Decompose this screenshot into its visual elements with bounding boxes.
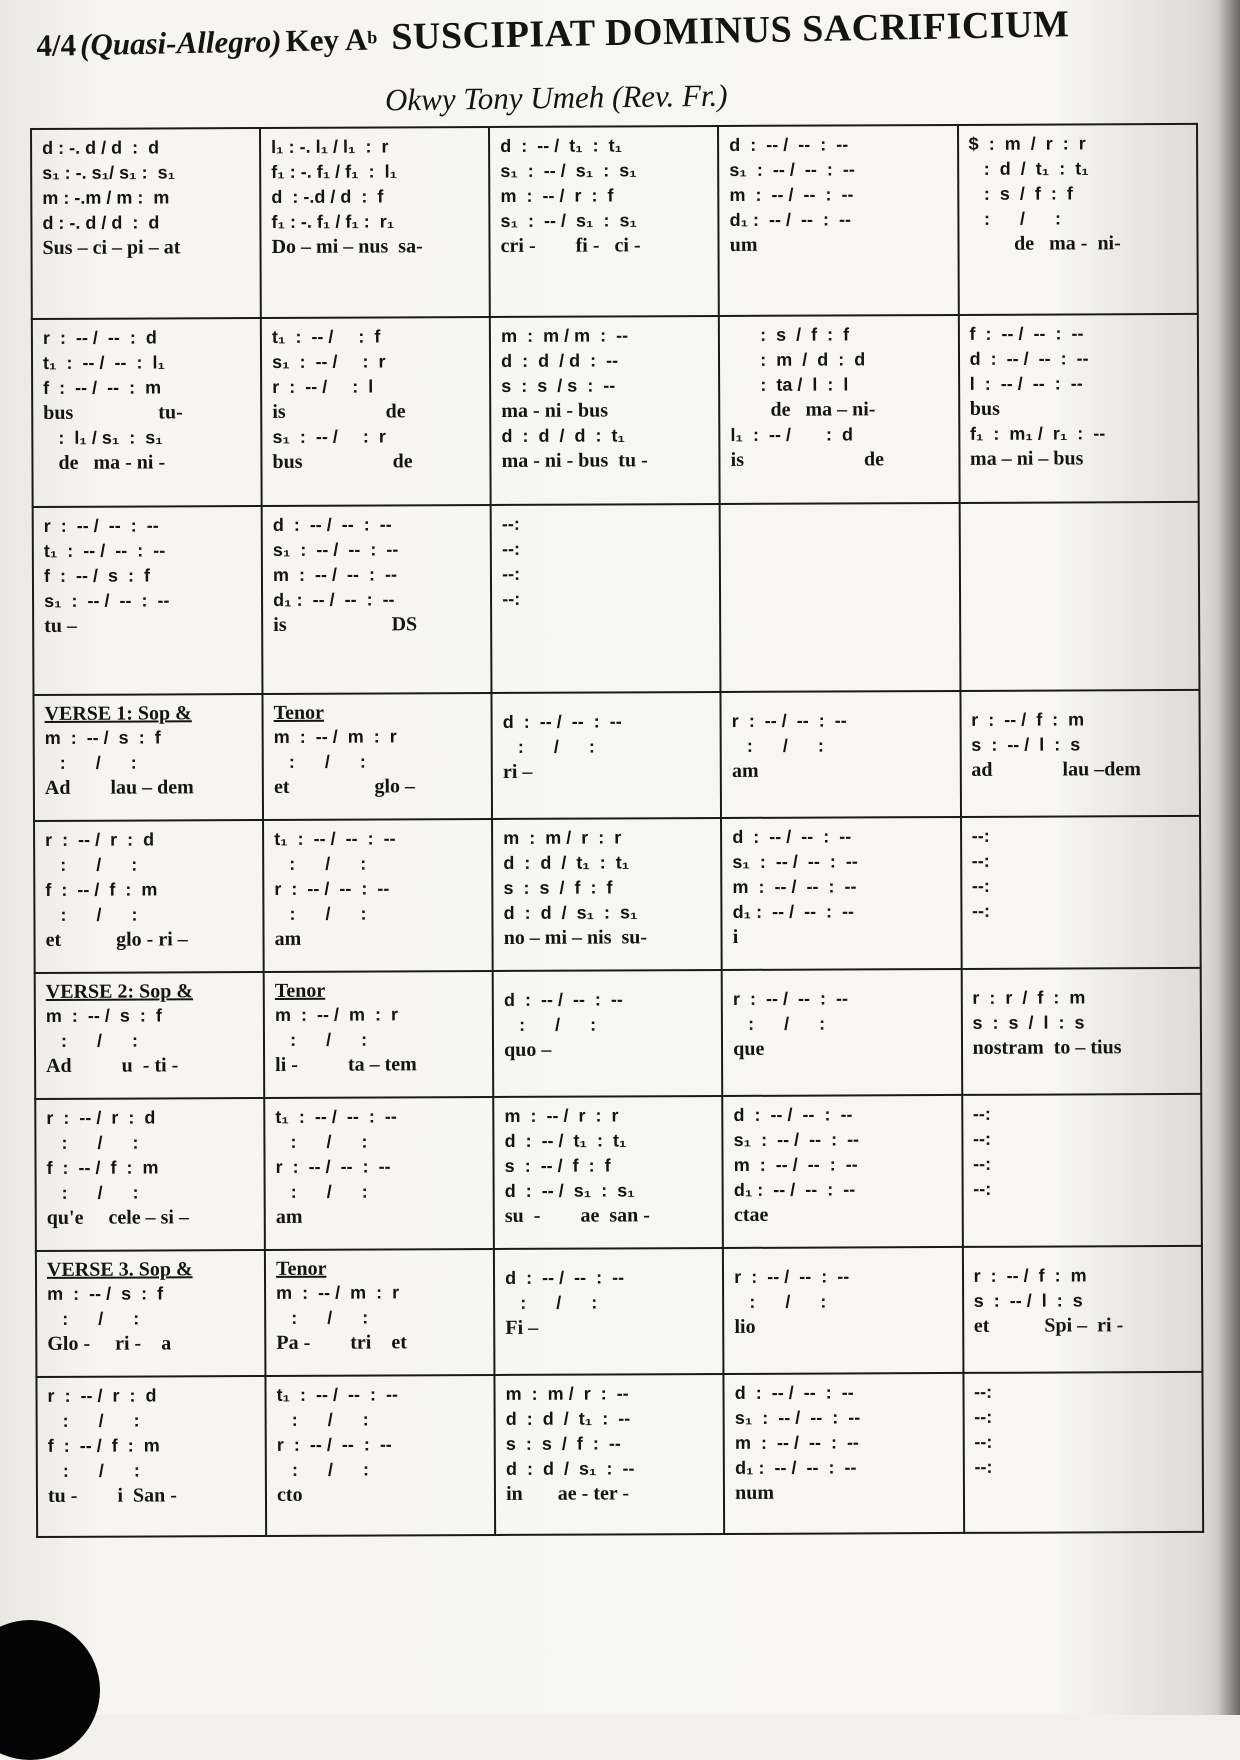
solfa-line: f : -- / s : f <box>43 565 150 586</box>
score-cell <box>489 126 719 317</box>
solfa-line: : / : <box>276 1459 369 1480</box>
score-cell <box>962 1246 1202 1373</box>
solfa-line: : / : <box>273 751 366 772</box>
solfa-line: --: <box>974 1456 993 1477</box>
solfa-line: d : -- / -- : -- <box>734 1382 854 1403</box>
solfa-line: m : -- / s : f <box>45 1005 162 1026</box>
score-cell <box>724 1373 964 1534</box>
solfa-line: d : -- / -- : -- <box>505 1267 625 1288</box>
solfa-line: s₁ : -- / -- : -- <box>729 159 855 180</box>
solfa-line: d : -- / s₁ : s₁ <box>504 1180 635 1201</box>
solfa-line: d : -- / -- : -- <box>733 1104 853 1125</box>
solfa-line: : / : <box>275 1131 368 1152</box>
lyric-line: et glo - ri – <box>45 928 188 951</box>
score-cell <box>958 314 1198 503</box>
finger-shadow <box>0 1620 100 1760</box>
score-cell <box>960 690 1200 817</box>
solfa-line: : / : <box>45 1030 139 1051</box>
solfa-line: d : d / d : t₁ <box>501 425 625 446</box>
score-cell <box>719 315 959 504</box>
solfa-line: d : -- / t₁ : t₁ <box>500 135 623 156</box>
solfa-line: s₁ : -- / -- : -- <box>272 539 399 560</box>
lyric-line: bus <box>969 397 1000 420</box>
score-cell <box>262 505 492 694</box>
solfa-line: s₁ : -- / : r <box>272 351 386 372</box>
solfa-line: : / : <box>968 208 1062 229</box>
score-row <box>36 1246 1203 1377</box>
solfa-line: d : d / s₁ : -- <box>505 1458 635 1479</box>
solfa-line: : / : <box>275 1181 368 1202</box>
score-cell <box>36 1376 266 1537</box>
score-cell <box>36 1250 266 1377</box>
lyric-line: is de <box>730 448 885 471</box>
solfa-line: s₁ : -- / -- : -- <box>733 1129 860 1150</box>
score-cell <box>264 971 494 1098</box>
lyric-line: Do – mi – nus sa- <box>271 235 423 258</box>
score-row <box>33 690 1200 821</box>
lyric-line: no – mi – nis su- <box>503 926 648 949</box>
solfa-line: --: <box>971 900 991 921</box>
score-row <box>34 816 1201 973</box>
solfa-line: : / : <box>733 1013 826 1034</box>
solfa-line: f₁ : -. f₁ / f₁ : l₁ <box>271 161 398 182</box>
score-cell <box>493 970 723 1097</box>
solfa-line: d : -. d / d : d <box>42 137 160 158</box>
solfa-line: : m / d : d <box>730 349 866 370</box>
score-cell <box>961 968 1201 1095</box>
lyric-line: nostram to – tius <box>972 1036 1122 1059</box>
solfa-line: m : m / r : -- <box>505 1383 629 1404</box>
score-row <box>31 124 1198 319</box>
solfa-line: s₁ : -- / s₁ : s₁ <box>500 210 637 231</box>
lyric-line: cto <box>276 1483 303 1506</box>
solfa-line: : / : <box>734 1291 827 1312</box>
solfa-line: : s / f : f <box>968 183 1073 204</box>
solfa-line: d : -.d / d : f <box>271 186 384 207</box>
score-cell <box>963 1372 1203 1533</box>
lyric-line: de ma - ni- <box>969 232 1121 255</box>
solfa-line: r : -- / r : d <box>46 1107 156 1128</box>
meter-label: 4/4 <box>36 27 77 63</box>
score-row <box>35 968 1202 1099</box>
solfa-line: --: <box>971 825 990 846</box>
solfa-line: s : -- / f : f <box>504 1155 611 1176</box>
verse-heading: VERSE 1: Sop & <box>44 702 192 725</box>
solfa-line: r : -- / -- : -- <box>275 1156 391 1177</box>
solfa-line: : / : <box>47 1308 140 1329</box>
score-cell <box>35 1098 265 1251</box>
score-cell <box>494 1248 724 1375</box>
score-cell <box>718 125 958 316</box>
lyric-line: qu'e cele – si – <box>46 1206 190 1229</box>
solfa-line: : / : <box>502 736 595 757</box>
lyric-line: in ae - ter - <box>506 1482 630 1505</box>
solfa-line: f₁ : -. f₁ / f₁ : r₁ <box>271 211 395 232</box>
solfa-line: d : d / d : -- <box>501 350 619 371</box>
lyric-line: um <box>729 233 758 256</box>
lyric-line: is DS <box>273 613 418 636</box>
solfa-line: f : -- / f : m <box>45 879 158 900</box>
solfa-line: d : -. d / d : d <box>42 212 160 233</box>
lyric-line: Fi – <box>505 1316 539 1339</box>
solfa-line: l₁ : -. l₁ / l₁ : r <box>271 136 389 157</box>
solfa-line: s : s / f : -- <box>505 1433 621 1454</box>
solfa-line: : / : <box>276 1307 369 1328</box>
solfa-line: --: <box>973 1153 992 1174</box>
score-cell <box>490 316 720 505</box>
solfa-line: : / : <box>47 1410 140 1431</box>
solfa-line: : s / f : f <box>730 324 850 345</box>
solfa-line: --: <box>974 1431 993 1452</box>
solfa-line: m : -.m / m : m <box>42 187 170 208</box>
score-cell <box>491 504 721 693</box>
title-line <box>36 0 1217 66</box>
solfa-line: : / : <box>503 1014 597 1035</box>
lyric-line: Ad u - ti - <box>46 1054 179 1077</box>
solfa-line: s₁ : -- / -- : -- <box>44 590 170 611</box>
lyric-line: bus tu- <box>43 401 183 424</box>
solfa-line: m : -- / r : f <box>500 185 614 206</box>
lyric-line: bus de <box>272 450 413 473</box>
lyric-line: ctae <box>733 1203 769 1226</box>
solfa-line: : / : <box>731 735 824 756</box>
solfa-line: l₁ : -- / : d <box>730 424 854 445</box>
solfa-line: r : -- / f : m <box>973 1265 1087 1286</box>
solfa-line: d : d / t₁ : t₁ <box>503 852 630 873</box>
solfa-line: t₁ : -- / -- : -- <box>275 1106 397 1127</box>
solfa-line: : / : <box>46 1132 139 1153</box>
lyric-line: Pa - tri et <box>276 1331 407 1354</box>
solfa-line: : / : <box>45 904 138 925</box>
lyric-line: am <box>274 927 302 950</box>
solfa-line: m : m / r : r <box>503 827 622 848</box>
solfa-line: s : -- / l : s <box>973 1290 1083 1311</box>
solfa-line: --: <box>974 1381 993 1402</box>
score-cell <box>492 692 722 819</box>
solfa-line: s : s / f : f <box>503 877 613 898</box>
solfa-line: m : -- / -- : -- <box>733 1154 858 1175</box>
solfa-line: m : -- / -- : -- <box>272 564 398 585</box>
solfa-line: : / : <box>505 1292 598 1313</box>
solfa-line: d : -- / -- : -- <box>503 989 623 1010</box>
verse-heading: VERSE 2: Sop & <box>45 980 194 1003</box>
solfa-line: f : -- / -- : m <box>43 377 162 398</box>
solfa-line: r : -- / -- : -- <box>274 878 390 899</box>
solfa-line: : / : <box>46 1182 139 1203</box>
lyric-line: tu - i San - <box>47 1484 177 1507</box>
solfa-line: m : -- / m : r <box>274 1004 398 1025</box>
verse-tenor-heading: Tenor <box>275 1257 327 1280</box>
score-cell <box>722 1095 962 1248</box>
tonic-solfa-score <box>30 123 1204 1538</box>
solfa-line: s : -- / l : s <box>971 734 1081 755</box>
solfa-line: m : -- / s : f <box>47 1283 164 1304</box>
solfa-line: d₁ : -- / -- : -- <box>733 1179 856 1200</box>
solfa-line: --: <box>501 513 520 534</box>
score-cell <box>722 969 962 1096</box>
solfa-line: t₁ : -- / : f <box>271 326 381 347</box>
solfa-line: t₁ : -- / -- : l₁ <box>42 352 165 373</box>
verse-heading: VERSE 3. Sop & <box>46 1258 193 1281</box>
solfa-line: m : -- / -- : -- <box>734 1432 859 1453</box>
solfa-line: s₁ : -- / -- : -- <box>732 851 858 872</box>
score-cell <box>493 1096 723 1249</box>
composer: Okwy Tony Umeh (Rev. Fr.) <box>384 77 728 118</box>
lyric-line: num <box>735 1481 775 1504</box>
score-cell <box>495 1374 725 1535</box>
solfa-line: r : -- / -- : -- <box>276 1434 392 1455</box>
score-cell <box>33 694 263 821</box>
solfa-line: --: <box>972 1128 992 1149</box>
solfa-line: m : -- / m : r <box>273 726 397 747</box>
solfa-line: --: <box>502 563 521 584</box>
score-cell <box>959 502 1199 691</box>
lyric-line: ad lau –dem <box>971 758 1141 781</box>
solfa-line: $ : m / r : r <box>968 133 1086 154</box>
solfa-line: m : -- / m : r <box>276 1282 400 1303</box>
score-cell <box>723 1247 963 1374</box>
solfa-line: t₁ : -- / -- : -- <box>274 828 396 849</box>
solfa-line: d : -- / -- : -- <box>502 711 622 732</box>
score-cell <box>260 127 490 318</box>
solfa-line: d₁ : -- / -- : -- <box>729 209 852 230</box>
solfa-line: : / : <box>274 903 367 924</box>
score-cell <box>34 820 264 973</box>
solfa-line: s₁ : -- / -- : -- <box>734 1407 861 1428</box>
solfa-line: m : m / m : -- <box>500 325 629 346</box>
solfa-line: d : -- / t₁ : t₁ <box>504 1130 627 1151</box>
solfa-line: d : -- / -- : -- <box>969 348 1089 369</box>
key-accidental: b <box>367 27 378 48</box>
solfa-line: --: <box>973 1178 992 1199</box>
solfa-line: d : -- / -- : -- <box>732 826 852 847</box>
solfa-line: : d / t₁ : t₁ <box>968 158 1089 179</box>
solfa-line: s : s / l : s <box>972 1012 1085 1033</box>
solfa-line: r : -- / -- : d <box>42 327 157 348</box>
solfa-line: --: <box>971 850 990 871</box>
lyric-line: et Spi – ri - <box>973 1314 1124 1337</box>
lyric-line: ri – <box>502 760 533 783</box>
score-cell <box>721 691 961 818</box>
solfa-line: s₁ : -- / s₁ : s₁ <box>500 160 637 181</box>
solfa-line: : / : <box>44 752 137 773</box>
lyric-line: i <box>732 925 739 948</box>
score-cell <box>492 818 722 971</box>
solfa-line: m : -- / -- : -- <box>729 184 854 205</box>
score-row <box>36 1372 1203 1537</box>
solfa-line: f : -- / f : m <box>46 1157 159 1178</box>
solfa-line: r : -- / r : d <box>45 829 155 850</box>
lyric-line: ma - ni - bus tu - <box>501 449 648 472</box>
score-cell <box>265 1249 495 1376</box>
score-cell <box>264 1097 494 1250</box>
key-label: Key A <box>285 21 368 59</box>
lyric-line: am <box>731 759 759 782</box>
song-title: SUSCIPIAT DOMINUS SACRIFICIUM <box>390 3 1070 59</box>
tempo-label: (Quasi-Allegro) <box>79 23 282 63</box>
solfa-line: : / : <box>275 1029 368 1050</box>
solfa-line: d₁ : -- / -- : -- <box>734 1457 857 1478</box>
solfa-line: d₁ : -- / -- : -- <box>732 901 855 922</box>
lyric-line: de ma - ni - <box>43 451 166 474</box>
lyric-line: cri - fi - ci - <box>500 234 641 257</box>
solfa-line: --: <box>971 875 990 896</box>
solfa-line: r : -- / -- : -- <box>732 988 849 1009</box>
solfa-line: r : r / f : m <box>972 987 1086 1008</box>
verse-tenor-heading: Tenor <box>273 701 325 724</box>
score-row <box>33 502 1200 695</box>
solfa-line: f : -- / -- : -- <box>969 323 1084 344</box>
solfa-line: : ta / l : l <box>730 374 849 395</box>
solfa-line: t₁ : -- / -- : -- <box>43 540 166 561</box>
solfa-line: : / : <box>276 1409 369 1430</box>
lyric-line: am <box>275 1205 303 1228</box>
solfa-line: s₁ : -- / : r <box>272 426 386 447</box>
solfa-line: --: <box>502 588 521 609</box>
lyric-line: Ad lau – dem <box>44 776 194 799</box>
solfa-line: f₁ : m₁ / r₁ : -- <box>969 423 1106 444</box>
lyric-line: Sus – ci – pi – at <box>42 236 181 259</box>
score-cell <box>721 817 961 970</box>
solfa-line: d : d / t₁ : -- <box>505 1408 631 1429</box>
score-cell <box>266 1375 496 1536</box>
score-cell <box>33 506 263 695</box>
verse-tenor-heading: Tenor <box>274 979 326 1002</box>
solfa-line: : / : <box>47 1460 140 1481</box>
solfa-line: r : -- / -- : -- <box>734 1266 850 1287</box>
lyric-line: Glo - ri - a <box>47 1332 172 1355</box>
solfa-line: m : -- / s : f <box>44 727 161 748</box>
solfa-line: s₁ : -. s₁/ s₁ : s₁ <box>42 162 176 183</box>
solfa-line: d : d / s₁ : s₁ <box>503 902 638 923</box>
score-cell <box>32 318 262 507</box>
score-row <box>32 314 1199 507</box>
score-cell <box>263 693 493 820</box>
score-cell <box>720 503 960 692</box>
lyric-line: de ma – ni- <box>730 398 876 421</box>
score-cell <box>962 1094 1202 1247</box>
lyric-line: que <box>733 1037 765 1060</box>
solfa-line: : / : <box>274 853 367 874</box>
score-cell <box>263 819 493 972</box>
solfa-line: --: <box>501 538 520 559</box>
solfa-line: t₁ : -- / -- : -- <box>276 1384 399 1405</box>
solfa-line: --: <box>972 1103 991 1124</box>
lyric-line: ma - ni - bus <box>501 399 609 422</box>
solfa-line: : / : <box>45 854 138 875</box>
solfa-line: d : -- / -- : -- <box>272 514 392 535</box>
solfa-line: --: <box>974 1406 993 1427</box>
solfa-line: f : -- / f : m <box>47 1435 160 1456</box>
score-cell <box>961 816 1201 969</box>
solfa-line: d₁ : -- / -- : -- <box>273 589 395 610</box>
score-cell <box>958 124 1198 315</box>
solfa-line: r : -- / -- : -- <box>43 515 159 536</box>
score-cell <box>35 972 265 1099</box>
solfa-line: r : -- / r : d <box>47 1385 157 1406</box>
page-edge-shadow <box>1218 0 1240 1715</box>
lyric-line: lio <box>734 1315 756 1338</box>
lyric-line: et glo – <box>273 775 416 798</box>
solfa-line: d : -- / -- : -- <box>729 134 849 155</box>
solfa-line: l : -- / -- : -- <box>969 373 1083 394</box>
lyric-line: is de <box>272 400 406 423</box>
solfa-line: r : -- / -- : -- <box>731 710 847 731</box>
solfa-line: m : -- / -- : -- <box>732 876 857 897</box>
score-cell <box>261 317 491 506</box>
score-cell <box>31 128 261 319</box>
solfa-line: m : -- / r : r <box>504 1105 619 1126</box>
solfa-line: s : s / s : -- <box>501 375 616 396</box>
lyric-line: li - ta – tem <box>275 1053 417 1076</box>
solfa-line: r : -- / : l <box>272 376 374 397</box>
score-row <box>35 1094 1202 1251</box>
lyric-line: su - ae san - <box>504 1204 650 1227</box>
lyric-line: quo – <box>504 1038 552 1061</box>
solfa-line: r : -- / f : m <box>971 709 1085 730</box>
lyric-line: ma – ni – bus <box>969 447 1084 470</box>
lyric-line: tu – <box>44 614 78 637</box>
solfa-line: : l₁ / s₁ : s₁ <box>43 427 163 448</box>
